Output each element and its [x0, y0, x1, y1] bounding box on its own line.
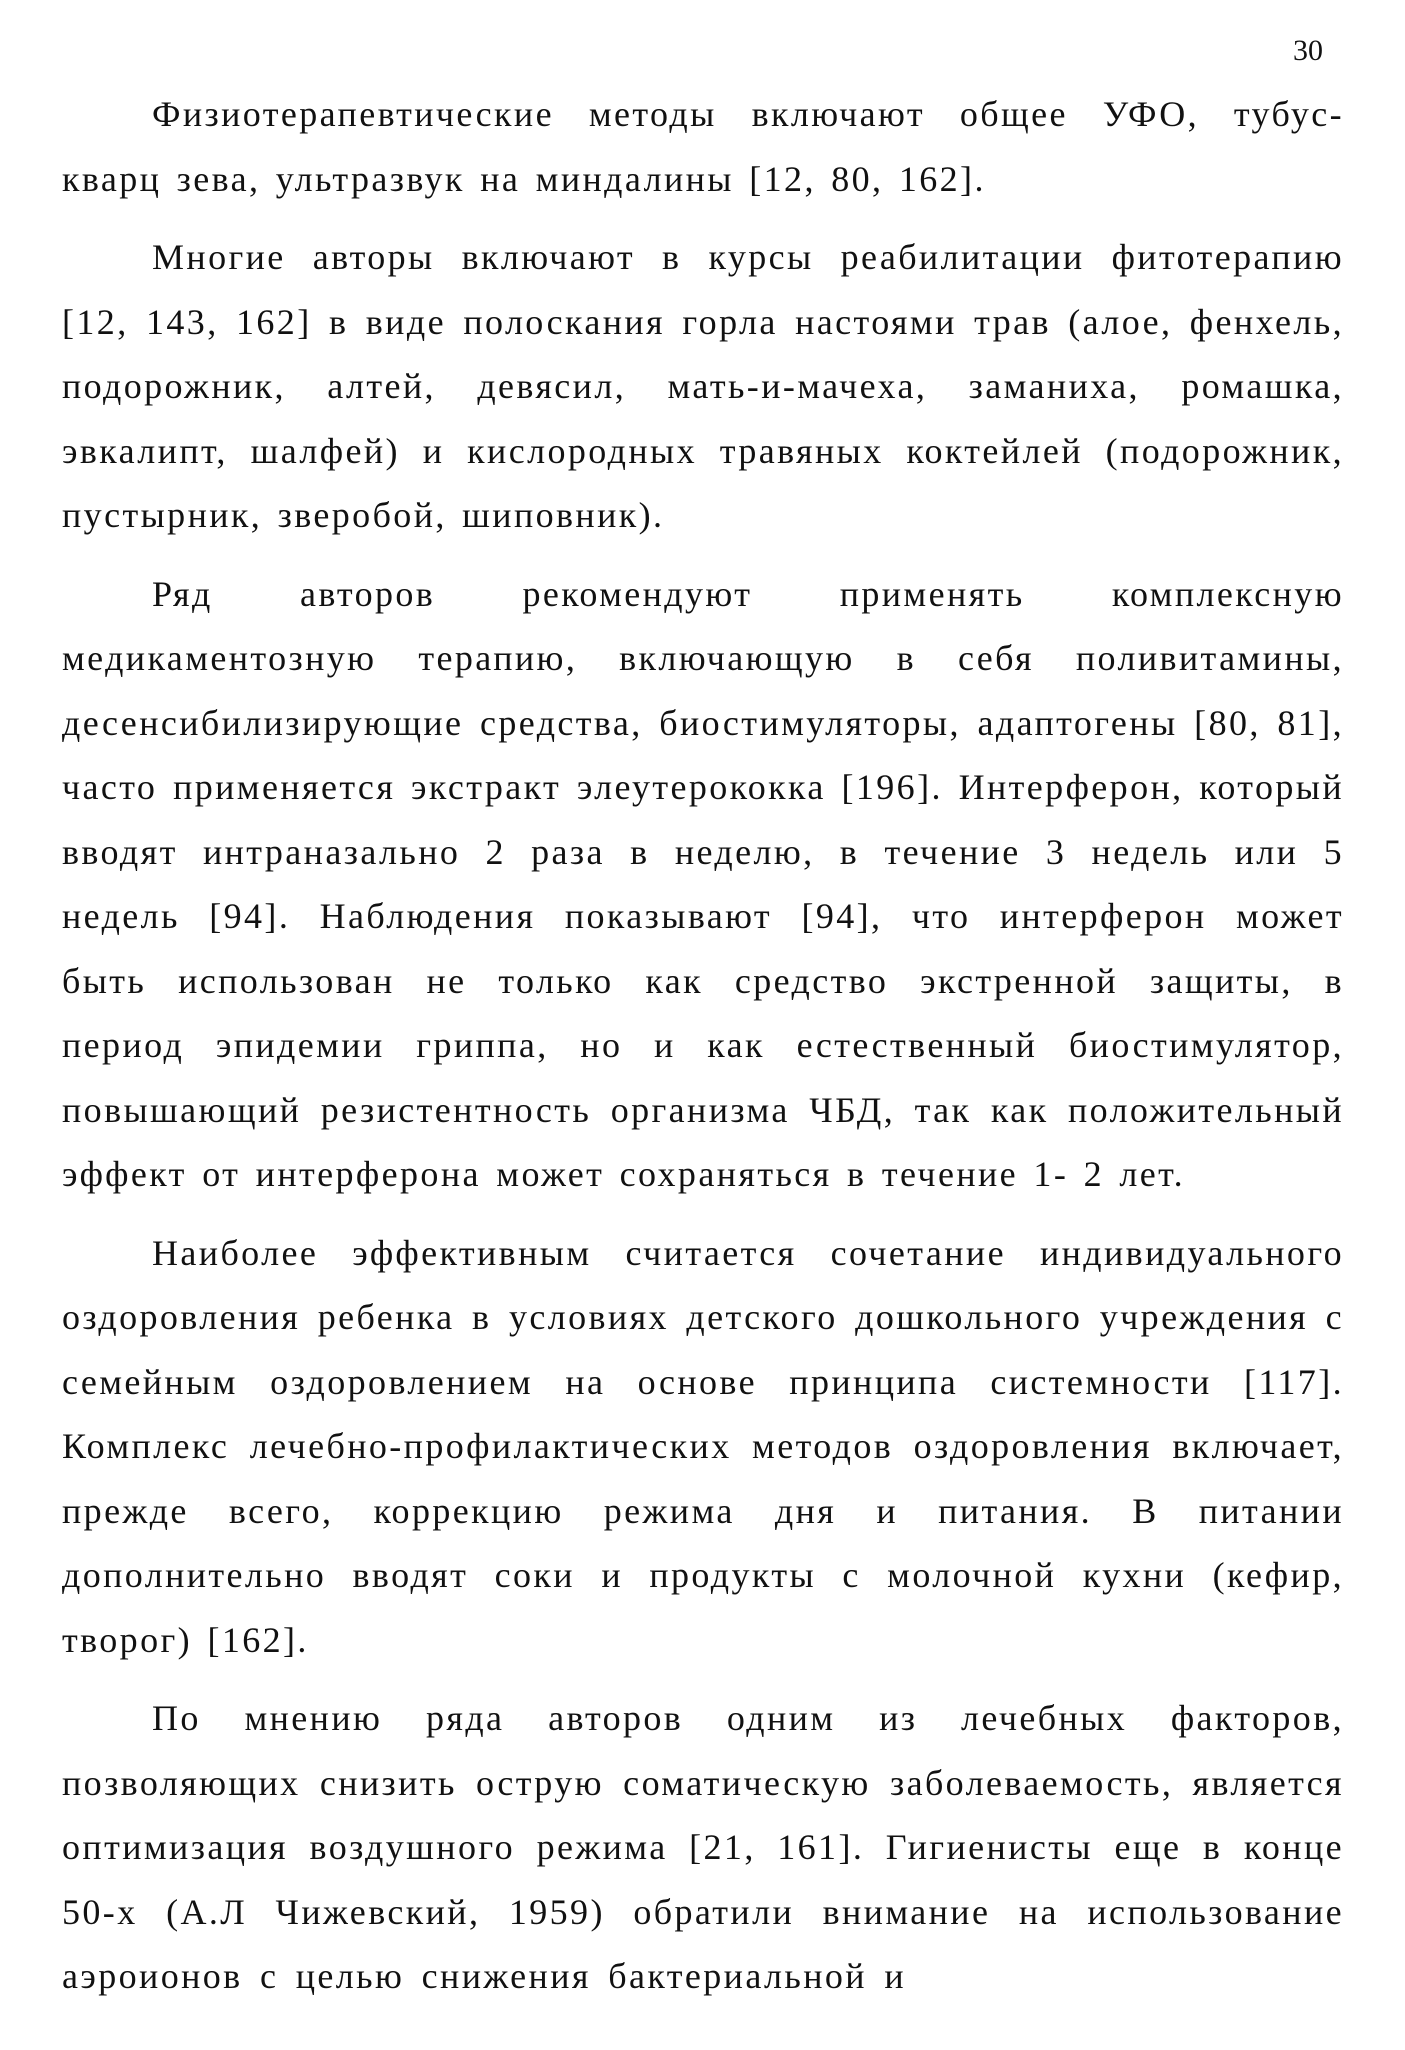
paragraph-air-regime: По мнению ряда авторов одним из лечебных факторов, позволяющих снизить острую соматическую заболеваемость, является оптимизация воздушного режима [21, 161]. Гигиенисты еще в конце 50-х (А.Л Чижевский, 1959) обратили внимание на использование аэроионов с целью снижения бактериальной и	[62, 1698, 1344, 1996]
paragraph-phytotherapy: Многие авторы включают в курсы реабилитации фитотерапию [12, 143, 162] в виде полоскания горла настоями трав (алое, фенхель, подорожник, алтей, девясил, мать-и-мачеха, заманиха, ромашка, эвкалипт, шалфей) и кислородных травяных коктейлей (подорожник, пустырник, зверобой, шиповник).	[62, 237, 1344, 535]
paragraph-medication-therapy: Ряд авторов рекомендуют применять комплексную медикаментозную терапию, включающую в себя поливитамины, десенсибилизирующие средства, биостимуляторы, адаптогены [80, 81], часто применяется экстракт элеутерококка [196]. Интерферон, который вводят интраназально 2 раза в неделю, в течение 3 недель или 5 недель [94]. Наблюдения показывают [94], что интерферон может быть использован не только как средство экстренной защиты, в период эпидемии гриппа, но и как естественный биостимулятор, повышающий резистентность организма ЧБД, так как положительный эффект от интерферона может сохраняться в течение 1- 2 лет.	[62, 573, 1344, 1194]
page-number: 30	[1293, 34, 1323, 67]
document-body	[62, 82, 1344, 2023]
paragraph-physiotherapy: Физиотерапевтические методы включают общее УФО, тубус-кварц зева, ультразвук на миндалины [12, 80, 162].	[62, 94, 1344, 199]
paragraph-combined-recovery: Наиболее эффективным считается сочетание индивидуального оздоровления ребенка в условиях детского дошкольного учреждения с семейным оздоровлением на основе принципа системности [117]. Комплекс лечебно-профилактических методов оздоровления включает, прежде всего, коррекцию режима дня и питания. В питании дополнительно вводят соки и продукты с молочной кухни (кефир, творог) [162].	[62, 1232, 1344, 1660]
